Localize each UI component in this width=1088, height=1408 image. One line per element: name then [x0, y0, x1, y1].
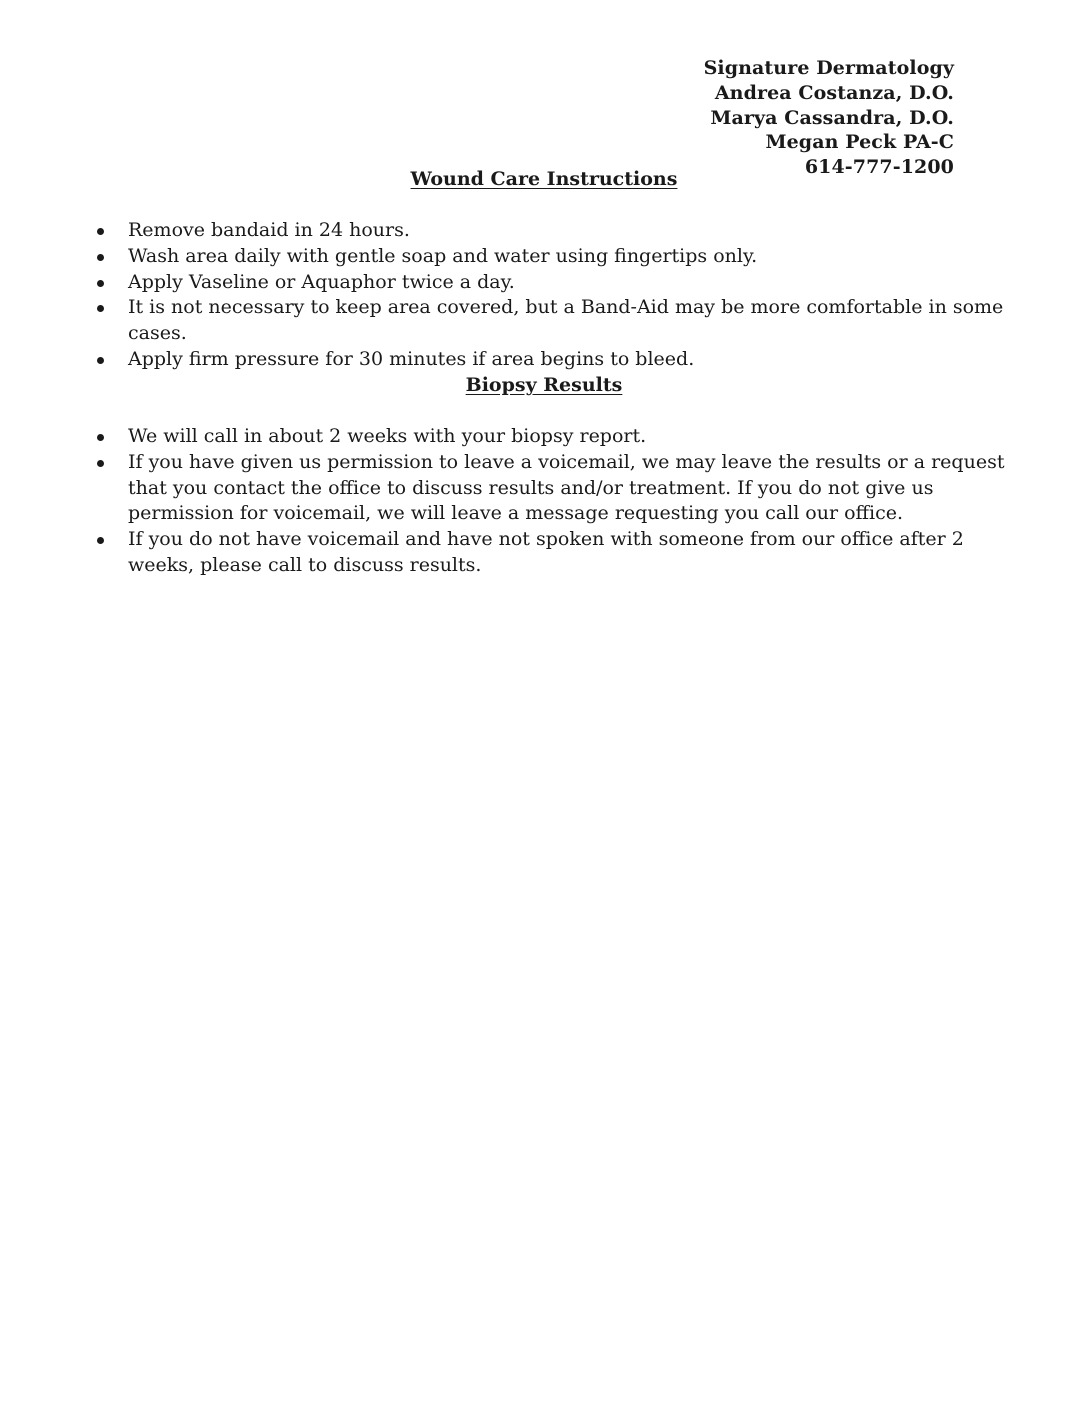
list-item: Wash area daily with gentle soap and water using fingertips only. [96, 244, 1026, 270]
list-item: Apply firm pressure for 30 minutes if area begins to bleed. [96, 347, 1026, 373]
practice-name: Signature Dermatology [703, 57, 954, 79]
wound-care-list [96, 218, 1026, 373]
bullet-icon [97, 228, 104, 235]
list-item: Remove bandaid in 24 hours. [96, 218, 1026, 244]
bullet-icon [97, 460, 104, 467]
bullet-icon [97, 254, 104, 261]
list-item: It is not necessary to keep area covered, but a Band-Aid may be more comfortable in some cases. [96, 295, 1026, 347]
bullet-icon [97, 280, 104, 287]
list-item: We will call in about 2 weeks with your biopsy report. [96, 424, 1026, 450]
biopsy-results-list [96, 424, 1026, 579]
letterhead [704, 56, 954, 180]
provider-peck: Megan Peck PA-C [765, 131, 954, 154]
bullet-icon [97, 305, 104, 312]
bullet-icon [97, 537, 104, 544]
wound-care-title: Wound Care Instructions [410, 168, 678, 190]
bullet-icon [97, 357, 104, 364]
list-item: If you have given us permission to leave a voicemail, we may leave the results or a request that you contact the office to discuss results and/or treatment. If you do not give us permission for voicemail, we will leave a message requesting you call our office. [96, 450, 1026, 527]
list-item: If you do not have voicemail and have not spoken with someone from our office after 2 weeks, please call to discuss results. [96, 527, 1026, 579]
biopsy-results-title: Biopsy Results [465, 374, 623, 396]
provider-costanza: Andrea Costanza, D.O. [714, 81, 954, 104]
bullet-icon [97, 434, 104, 441]
list-item: Apply Vaseline or Aquaphor twice a day. [96, 270, 1026, 296]
phone-number: 614-777-1200 [804, 156, 954, 179]
provider-cassandra: Marya Cassandra, D.O. [710, 106, 954, 129]
